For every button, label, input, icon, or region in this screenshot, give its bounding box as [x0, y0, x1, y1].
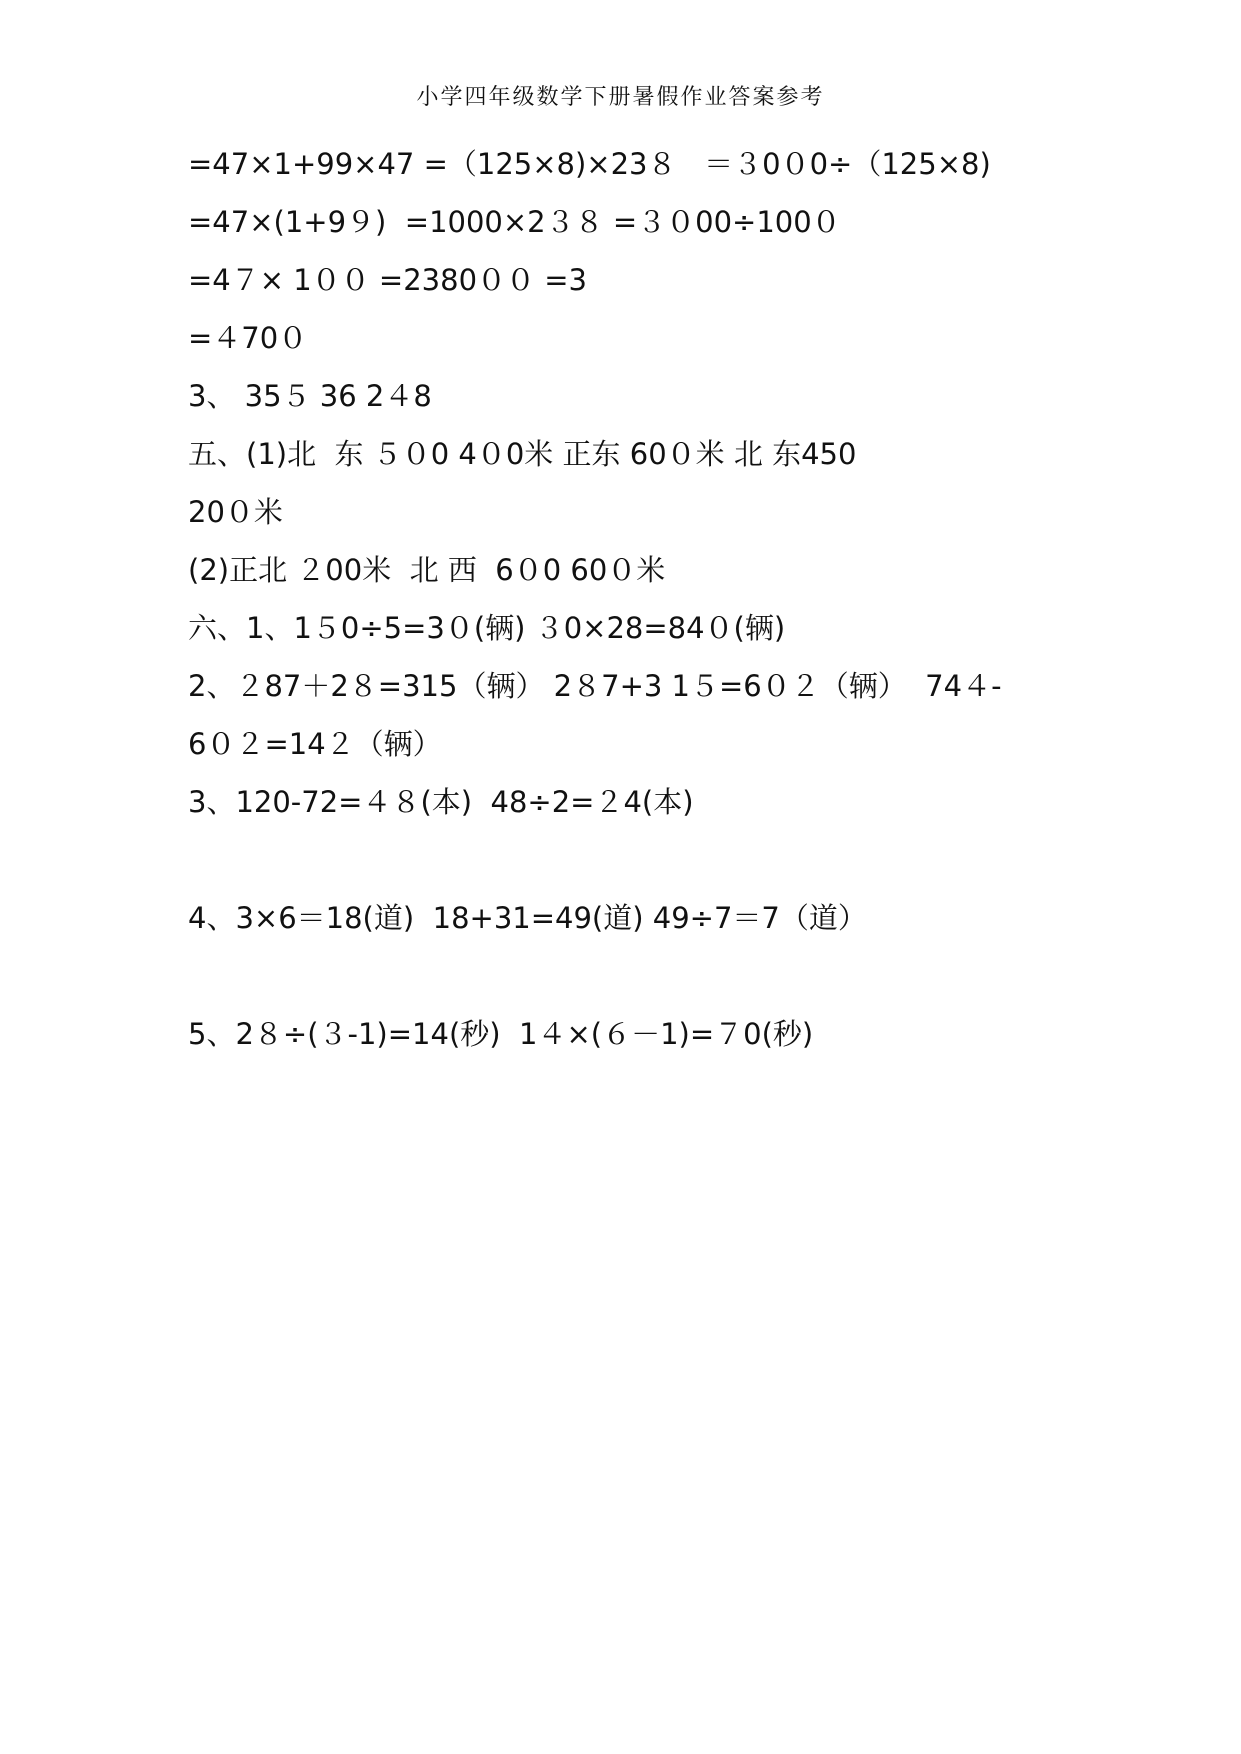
answer-line-3: =4７× 1００ =2380００ =3 — [188, 263, 588, 297]
answer-line-8: (2)正北 ２00米 北 西 6０0 60０米 — [188, 553, 666, 587]
answer-line-11: 6０２=14２（辆） — [188, 727, 442, 761]
answer-line-9: 六、1、1５0÷5=3０(辆) ３0×28=84０(辆) — [188, 611, 786, 645]
answer-line-2: =47×(1+9９) =1000×2３８ =３０00÷100０ — [188, 205, 841, 239]
answer-line-1: =47×1+99×47 =（125×8)×23８ ＝３0０0÷（125×8) — [188, 147, 991, 181]
answer-line-10: 2、２87＋2８=315（辆） 2８7+3 1５=6０２（辆） 74４- — [188, 669, 1002, 703]
answer-line-6: 五、(1)北 东 ５０0 4０0米 正东 60０米 北 东450 — [188, 437, 857, 471]
page-header: 小学四年级数学下册暑假作业答案参考 — [416, 85, 825, 110]
answer-line-12: 3、120-72=４８(本) 48÷2=２4(本) — [188, 785, 694, 819]
answer-line-5: 3、 35５ 36 2４8 — [188, 379, 432, 413]
answer-line-13: 4、3×6＝18(道) 18+31=49(道) 49÷7＝7（道） — [188, 901, 867, 935]
answer-line-14: 5、2８÷(３-1)=14(秒) 1４×(６－1)=７0(秒) — [188, 1017, 814, 1051]
answer-line-7: 20０米 — [188, 495, 283, 529]
answer-line-4: =４70０ — [188, 321, 308, 355]
